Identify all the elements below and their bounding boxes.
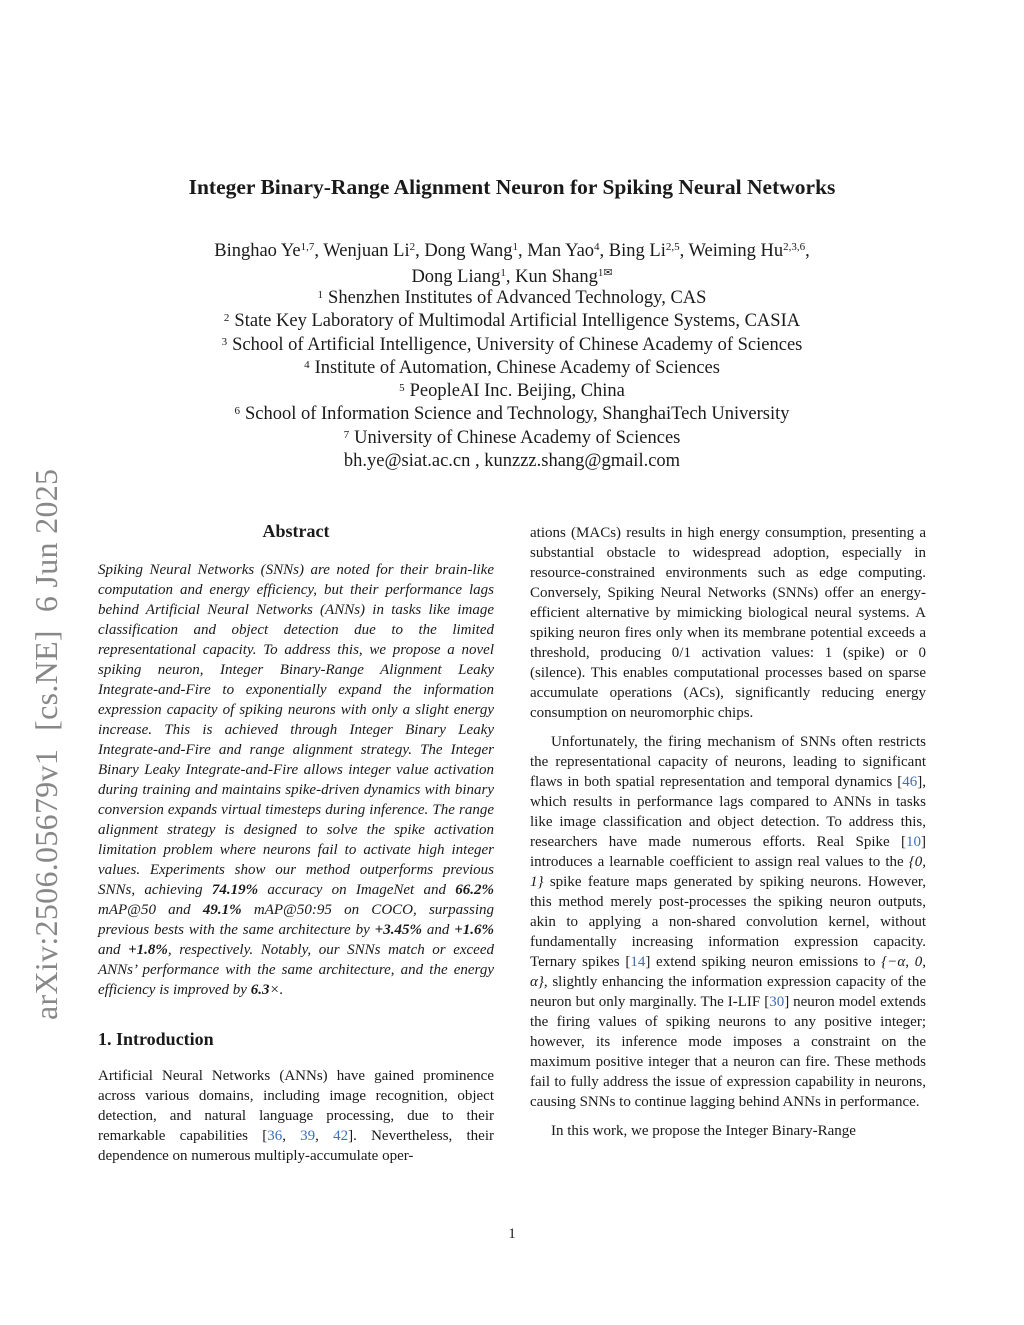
math-set: {0, 1} xyxy=(530,854,926,890)
affiliation-item: $^1$ Shenzhen Institutes of Advanced Technology, CAS xyxy=(317,288,707,308)
citation-link[interactable]: 30 xyxy=(769,994,785,1010)
abstract-text: Spiking Neural Networks (SNNs) are noted for their brain-like computation and energy efficiency, but their performance lags behind Artificial Neural Networks (ANNs) in tasks like image classification and object detection due to the limited representational capacity. To address this, we propose a novel spiking neuron, Integer Binary-Range Alignment Leaky Integrate-and-Fire to exponentially expand the information expression capacity of spiking neurons with only a slight energy increase. This is achieved through Integer Binary Leaky Integrate-and-Fire and range alignment strategy. The Integer Binary Leaky Integrate-and-Fire allows integer value activation during training and maintains spike-driven dynamics with binary conversion expands virtual timesteps during inference. The range alignment strategy is designed to solve the spike activation limitation problem where neurons fail to activate high integer values. Experiments show our method outperforms previous SNNs, achieving 74.19% accuracy on ImageNet and 66.2% mAP@50 and 49.1% mAP@50:95 on COCO, surpassing previous bests with the same architecture by +3.45% and +1.6% and +1.8%, respectively. Notably, our SNNs match or exceed ANNs’ performance with the same architecture, and the energy efficiency is improved by 6.3×. xyxy=(98,562,495,998)
intro-text-fragment: ations (MACs) results in high energy consumption, presenting a substantial obstacle to widespread adoption, especially in resource-constrained environments such as edge computing. Conversely, Spiking Neural Networks (SNNs) offer an energy-efficient alternative by mimicking biological neural systems. A spiking neuron fires only when its membrane potential exceeds a threshold, producing 0/1 activation values: 1 (spike) or 0 (silence). This enables computational processes based on sparse accumulate operations (ACs), significantly reducing energy consumption on neuromorphic chips. xyxy=(530,525,926,721)
page-number: 1 xyxy=(508,1226,516,1242)
left-column xyxy=(98,520,494,1166)
right-column xyxy=(530,523,926,1141)
affiliation-item: $^5$ PeopleAI Inc. Beijing, China xyxy=(399,381,625,402)
affiliation-item: $^6$ School of Information Science and Technology, ShanghaiTech University xyxy=(234,404,790,425)
intro-paragraph-1-cont xyxy=(530,523,926,723)
author-list: Binghao Ye$^{1,7}$, Wenjuan Li$^2$, Dong Wang$^1$, Man Yao$^4$, Bing Li$^{2,5}$, Weiming Hu$^{2,3,6}$, Dong Liang$^1$, Kun Shang$^{1✉}$ xyxy=(214,241,810,287)
affiliation-item: $^3$ School of Artificial Intelligence, University of Chinese Academy of Sciences xyxy=(221,334,803,355)
intro-paragraph-2: Unfortunately, the firing mechanism of SNNs often restricts the representational capacity of neurons, leading to significant flaws in both spatial representation and temporal dynamics [46], which results in performance lags compared to ANNs in tasks like image classification and object detection. To address this, researchers have made numerous efforts. Real Spike [10] introduces a learnable coefficient to assign real values to the {0, 1} spike feature maps generated by spiking neurons. However, this method merely post-processes the spiking neuron outputs, akin to applying a non-shared convolution kernel, without fundamentally increasing information expression capacity. Ternary spikes [14] extend spiking neuron emissions to {−α, 0, α}, slightly enhancing the information expression capacity of the neuron but only marginally. The I-LIF [30] neuron model extends the firing values of spiking neurons to any positive integer; however, its inference mode imposes a constraint on the maximum positive integer that a neuron can fire. These methods fail to fully address the issue of expression capability in neurons, causing SNNs to continue lagging behind ANNs in performance. xyxy=(530,734,926,1110)
citation-link[interactable]: 39 xyxy=(300,1128,316,1144)
citation-link[interactable]: 36 xyxy=(267,1128,283,1144)
intro-paragraph-1-start: Artificial Neural Networks (ANNs) have gained prominence across various domains, including image recognition, object detection, and natural language processing, due to their remarkable capabilities [36, 39, 42]. Nevertheless, their dependence on numerous multiply-accumulate oper- xyxy=(98,1068,495,1164)
abstract-heading: Abstract xyxy=(262,521,330,541)
arxiv-id: arXiv:2506.05679v1 xyxy=(28,748,64,1020)
citation-link[interactable]: 46 xyxy=(902,774,918,790)
author-emails[interactable]: bh.ye@siat.ac.cn , kunzzz.shang@gmail.com xyxy=(343,451,681,472)
arxiv-category: [cs.NE] xyxy=(28,630,64,731)
affiliation-item: $^4$ Institute of Automation, Chinese Academy of Sciences xyxy=(304,357,720,378)
math-set: {−α, 0, α} xyxy=(530,954,926,990)
introduction-heading: 1. Introduction xyxy=(98,1029,214,1049)
arxiv-date: 6 Jun 2025 xyxy=(28,468,64,613)
affiliation-item: $^7$ University of Chinese Academy of Sciences xyxy=(343,427,681,448)
intro-text-fragment: ]. Nevertheless, their dependence on numerous multiply-accumulate oper- xyxy=(98,1128,495,1164)
citation-link[interactable]: 42 xyxy=(333,1128,349,1144)
citation-link[interactable]: 14 xyxy=(630,954,646,970)
affiliation-list xyxy=(0,287,1024,473)
affiliation-item: $^2$ State Key Laboratory of Multimodal Artificial Intelligence Systems, CASIA xyxy=(223,311,801,332)
intro-paragraph-3: In this work, we propose the Integer Binary-Range xyxy=(551,1123,856,1139)
paper-title: Integer Binary-Range Alignment Neuron for Spiking Neural Networks xyxy=(188,175,836,199)
citation-link[interactable]: 10 xyxy=(906,834,921,850)
